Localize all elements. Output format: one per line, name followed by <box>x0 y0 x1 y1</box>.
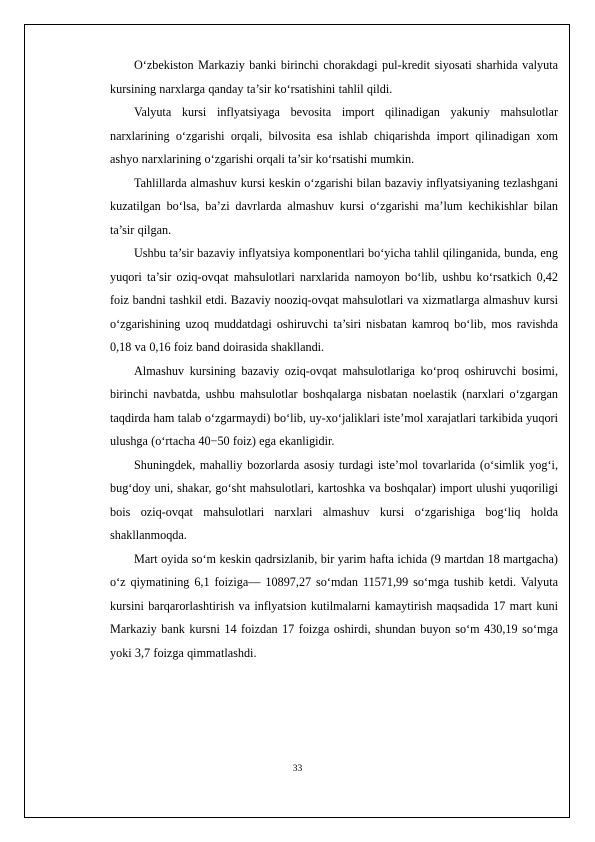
page-number: 33 <box>292 764 303 774</box>
paragraph-central-bank-review: O‘zbekiston Markaziy banki birinchi chorakdagi pul-kredit siyosati sharhida valyuta kursining narxlarga qanday ta’sir ko‘rsatishini tahlil qildi. <box>110 58 558 96</box>
paragraph-march-depreciation: Mart oyida so‘m keskin qadrsizlanib, bir yarim hafta ichida (9 martdan 18 martgacha) o‘z qiymatining 6,1 foiziga— 10897,27 so‘mdan 11571,99 so‘mga tushib ketdi. Valyuta kursini barqarorlashtirish va inflyatsion kutilmalarni kamaytirish maqsadida 17 mart kuni Markaziy bank kursni 14 foizdan 17 foizga oshirdi, shundan buyon so‘m 430,19 so‘mga yoki 3,7 foizga qimmatlashdi. <box>110 551 558 660</box>
paragraph-exchange-rate-channels: Valyuta kursi inflyatsiyaga bevosita import qilinadigan yakuniy mahsulotlar narxlarining o‘zgarishi orqali, bilvosita esa ishlab chiqarishda import qilinadigan xom ashyo narxlarining o‘zgarishi orqali ta’sir ko‘rsatishi mumkin. <box>110 105 558 166</box>
paragraph-food-products-pressure: Almashuv kursining bazaviy oziq-ovqat mahsulotlariga ko‘proq oshiruvchi bosimi, birinchi navbatda, ushbu mahsulotlar boshqalarga nisbatan noelastik (narxlari o‘zgargan taqdirda ham talab o‘zgarmaydi) bo‘lib, uy-xo‘jaliklari iste’mol xarajatlari tarkibida yuqori ulushga (o‘rtacha 40−50 foiz) ega ekanligidir. <box>110 363 558 448</box>
paragraph-import-share: Shuningdek, mahalliy bozorlarda asosiy turdagi iste’mol tovarlarida (o‘simlik yog‘i, bug‘doy uni, shakar, go‘sht mahsulotlari, kartoshka va boshqalar) import ulushi yuqoriligi bois oziq-ovqat mahsulotlari narxlari almashuv kursi o‘zgarishiga bog‘liq holda shakllanmoqda. <box>110 457 558 542</box>
document-body <box>110 54 558 665</box>
paragraph-analysis-findings: Tahlillarda almashuv kursi keskin o‘zgarishi bilan bazaviy inflyatsiyaning tezlashgani kuzatilgan bo‘lsa, ba’zi davrlarda almashuv kursi o‘zgarishi ma’lum kechikishlar bilan ta’sir qilgan. <box>110 175 558 237</box>
paragraph-core-inflation-components: Ushbu ta’sir bazaviy inflyatsiya komponentlari bo‘yicha tahlil qilinganida, bunda, eng yuqori ta’sir oziq-ovqat mahsulotlari narxlarida namoyon bo‘lib, ushbu ko‘rsatkich 0,42 foiz bandni tashkil etdi. Bazaviy nooziq-ovqat mahsulotlari va xizmatlarga almashuv kursi o‘zgarishining uzoq muddatdagi oshiruvchi ta’siri nisbatan kamroq bo‘lib, mos ravishda 0,18 va 0,16 foiz band doirasida shakllandi. <box>110 246 558 354</box>
